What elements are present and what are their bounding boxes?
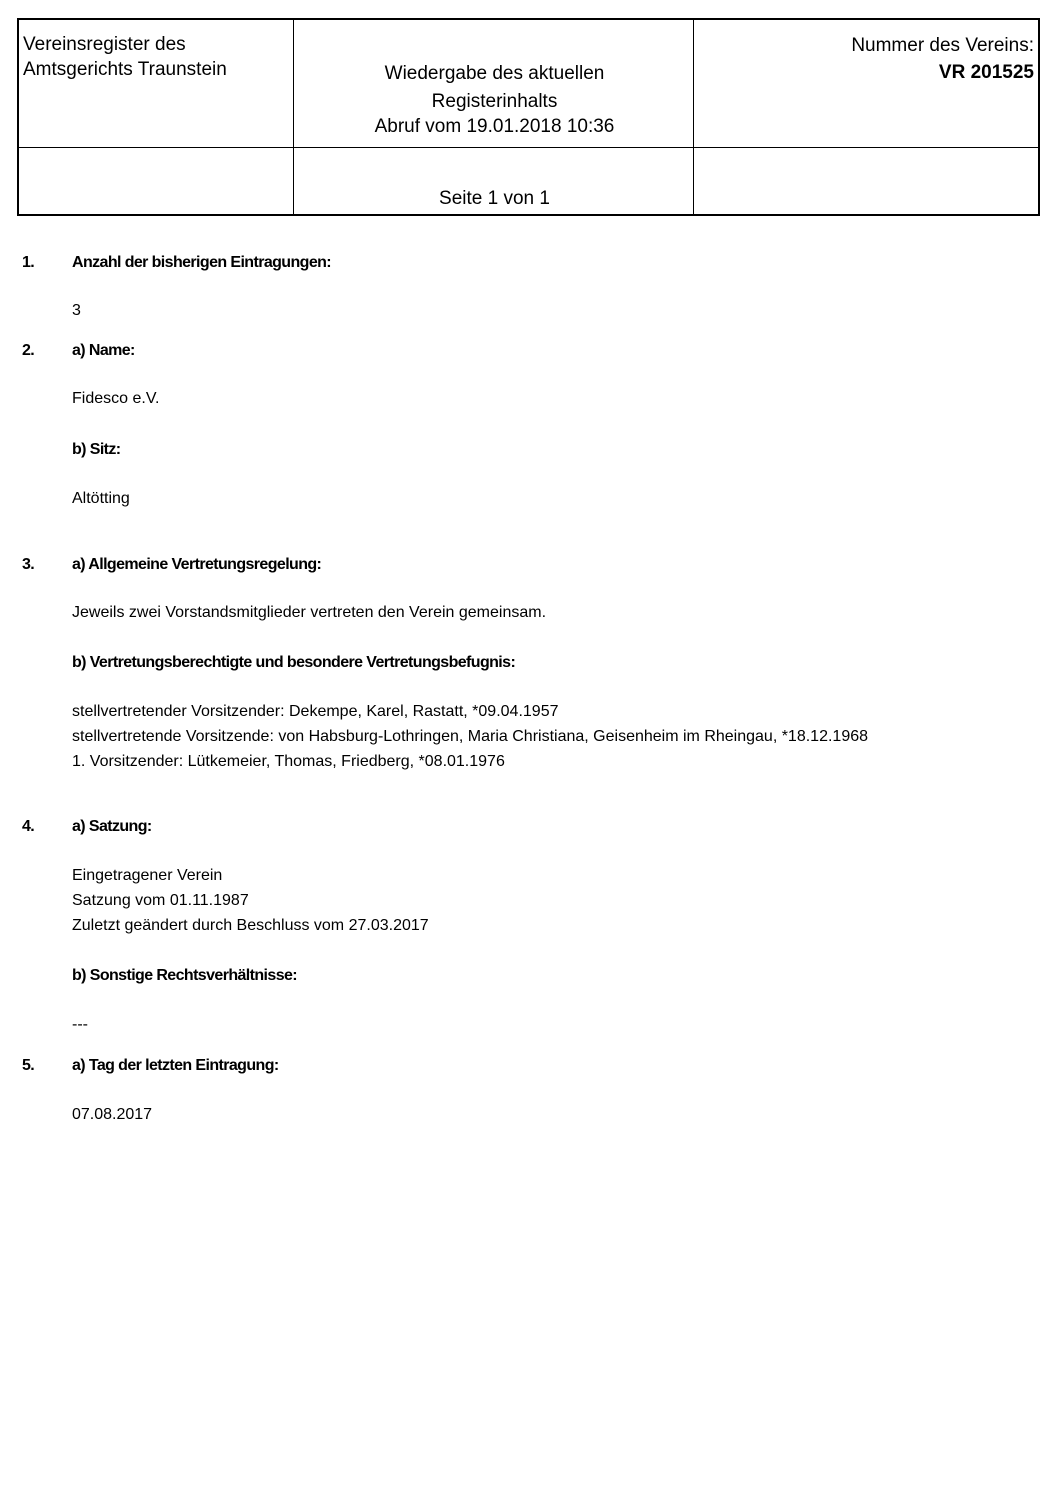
section-4a-label: a) Satzung: bbox=[72, 818, 152, 835]
header-divider-row bbox=[19, 147, 1038, 148]
court-line-1: Vereinsregister des bbox=[23, 34, 186, 55]
section-3-number: 3. bbox=[22, 556, 35, 573]
statute-line-1: Eingetragener Verein bbox=[72, 867, 223, 884]
statute-line-2: Satzung vom 01.11.1987 bbox=[72, 892, 249, 909]
section-3b-label: b) Vertretungsberechtigte und besondere Vertretungsbefugnis: bbox=[72, 654, 516, 671]
representative-2: stellvertretende Vorsitzende: von Habsburg-Lothringen, Maria Christiana, Geisenheim im Rheingau, *18.12.1968 bbox=[72, 728, 869, 745]
number-label: Nummer des Vereins: bbox=[851, 35, 1034, 56]
section-3a-label: a) Allgemeine Vertretungsregelung: bbox=[72, 556, 322, 573]
section-2b-label: b) Sitz: bbox=[72, 441, 121, 458]
section-4-number: 4. bbox=[22, 818, 35, 835]
court-line-2: Amtsgerichts Traunstein bbox=[23, 59, 227, 80]
register-header-table bbox=[17, 18, 1040, 216]
court-name bbox=[23, 32, 227, 82]
section-1-value: 3 bbox=[72, 302, 81, 319]
title-line-2: Registerinhalts bbox=[431, 91, 558, 112]
association-number bbox=[851, 32, 1034, 86]
statute-line-3: Zuletzt geändert durch Beschluss vom 27.03.2017 bbox=[72, 917, 429, 934]
representative-1: stellvertretender Vorsitzender: Dekempe, Karel, Rastatt, *09.04.1957 bbox=[72, 703, 559, 720]
section-5a-label: a) Tag der letzten Eintragung: bbox=[72, 1057, 279, 1074]
section-2a-label: a) Name: bbox=[72, 342, 135, 359]
retrieval-date: Abruf vom 19.01.2018 10:36 bbox=[374, 116, 615, 137]
page-info: Seite 1 von 1 bbox=[439, 188, 550, 209]
section-3a-value: Jeweils zwei Vorstandsmitglieder vertreten den Verein gemeinsam. bbox=[72, 604, 547, 621]
representative-3: 1. Vorsitzender: Lütkemeier, Thomas, Friedberg, *08.01.1976 bbox=[72, 753, 505, 770]
title-line-1: Wiedergabe des aktuellen bbox=[384, 63, 605, 84]
section-2b-value: Altötting bbox=[72, 490, 130, 507]
section-1-number: 1. bbox=[22, 254, 35, 271]
section-4b-label: b) Sonstige Rechtsverhältnisse: bbox=[72, 967, 298, 984]
header-divider-1 bbox=[293, 20, 294, 214]
document-title bbox=[295, 60, 694, 138]
section-2a-value: Fidesco e.V. bbox=[72, 390, 160, 407]
section-5a-value: 07.08.2017 bbox=[72, 1106, 153, 1123]
section-5-number: 5. bbox=[22, 1057, 35, 1074]
number-value: VR 201525 bbox=[938, 62, 1034, 83]
section-2-number: 2. bbox=[22, 342, 35, 359]
section-4b-value: --- bbox=[72, 1016, 88, 1033]
section-1-label: Anzahl der bisherigen Eintragungen: bbox=[72, 254, 332, 271]
